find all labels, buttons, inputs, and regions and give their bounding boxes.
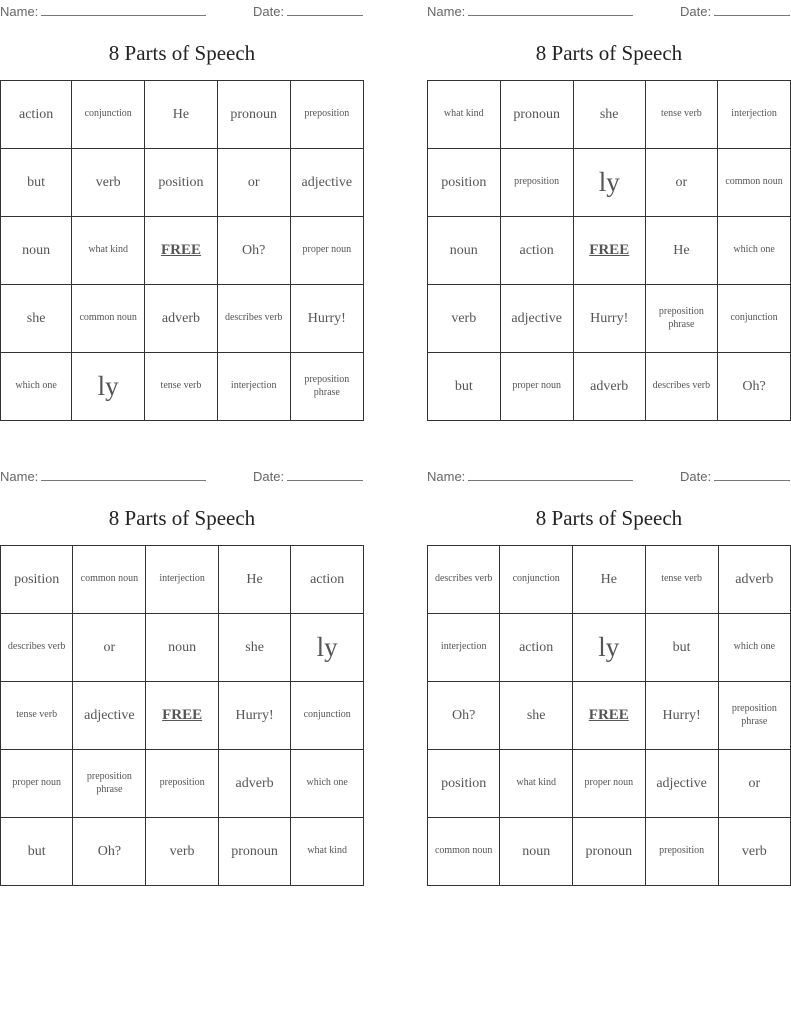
bingo-cell: noun (428, 217, 501, 285)
bingo-cell: common noun (73, 546, 146, 614)
bingo-cell: position (428, 750, 500, 818)
date-label: Date: (253, 4, 285, 19)
name-field (0, 468, 206, 484)
bingo-cell: preposition phrase (73, 750, 146, 818)
bingo-cell: verb (718, 818, 790, 886)
bingo-cell: noun (500, 818, 573, 886)
bingo-cell: but (645, 614, 718, 682)
bingo-card (427, 0, 791, 394)
bingo-cell: action (1, 81, 72, 149)
bingo-cell: He (145, 81, 218, 149)
bingo-cell: she (500, 682, 573, 750)
bingo-cell: He (645, 217, 718, 285)
bingo-cell: adverb (573, 353, 645, 421)
name-blank-line (468, 3, 633, 16)
bingo-cell: verb (72, 149, 145, 217)
grid-row (1, 353, 364, 421)
bingo-cell: but (1, 149, 72, 217)
grid-row (428, 81, 791, 149)
bingo-cell: conjunction (500, 546, 573, 614)
bingo-cell: tense verb (1, 682, 73, 750)
free-space-cell: FREE (573, 217, 645, 285)
bingo-cell: verb (428, 285, 501, 353)
bingo-cell: proper noun (573, 750, 646, 818)
bingo-cell: preposition phrase (718, 682, 790, 750)
bingo-cell: preposition (500, 149, 573, 217)
bingo-cell: describes verb (217, 285, 290, 353)
bingo-cell: common noun (718, 149, 791, 217)
bingo-cell: or (73, 614, 146, 682)
bingo-cell: what kind (428, 81, 501, 149)
free-space-cell: FREE (145, 217, 218, 285)
card-title: 8 Parts of Speech (108, 41, 256, 65)
bingo-cell: noun (1, 217, 72, 285)
grid-row (1, 614, 364, 682)
bingo-cell: which one (718, 614, 790, 682)
bingo-cell: adverb (718, 546, 790, 614)
bingo-cell: preposition (645, 818, 718, 886)
bingo-cell: what kind (500, 750, 573, 818)
card-header (0, 0, 364, 20)
bingo-cell: adjective (500, 285, 573, 353)
bingo-cell: tense verb (645, 546, 718, 614)
grid-row (1, 285, 364, 353)
card-title: 8 Parts of Speech (535, 506, 683, 530)
grid-row (1, 682, 364, 750)
bingo-cell: pronoun (217, 81, 290, 149)
bingo-cell: common noun (428, 818, 500, 886)
bingo-cell: proper noun (290, 217, 363, 285)
name-field (0, 3, 206, 19)
date-label: Date: (680, 469, 712, 484)
bingo-cell: but (1, 818, 73, 886)
bingo-cell: she (1, 285, 72, 353)
bingo-cell: He (218, 546, 291, 614)
bingo-cell: tense verb (145, 353, 218, 421)
bingo-cell: conjunction (718, 285, 791, 353)
date-blank-line (714, 3, 790, 16)
bingo-cell: position (428, 149, 501, 217)
date-label: Date: (680, 4, 712, 19)
grid-row (1, 217, 364, 285)
bingo-cell: conjunction (72, 81, 145, 149)
bingo-cell: Hurry! (290, 285, 363, 353)
bingo-cell: preposition (146, 750, 218, 818)
name-label: Name: (0, 469, 39, 484)
bingo-cell: Oh? (718, 353, 791, 421)
bingo-cell: ly (72, 353, 145, 421)
bingo-cell: she (218, 614, 291, 682)
bingo-cell: which one (1, 353, 72, 421)
bingo-cell: Oh? (73, 818, 146, 886)
bingo-cell: describes verb (428, 546, 500, 614)
bingo-grid (0, 545, 364, 886)
bingo-cell: ly (573, 149, 645, 217)
name-blank-line (468, 468, 633, 481)
date-blank-line (714, 468, 790, 481)
bingo-cell: or (645, 149, 718, 217)
bingo-cell: noun (146, 614, 218, 682)
grid-row (428, 217, 791, 285)
bingo-cell: action (291, 546, 364, 614)
name-field (427, 3, 633, 19)
bingo-cell: ly (573, 614, 646, 682)
card-header (427, 465, 791, 485)
bingo-cell: adjective (645, 750, 718, 818)
bingo-cell: proper noun (1, 750, 73, 818)
bingo-cell: pronoun (500, 81, 573, 149)
grid-row (428, 818, 791, 886)
bingo-cell: interjection (146, 546, 218, 614)
bingo-cell: adverb (145, 285, 218, 353)
bingo-cell: action (500, 217, 573, 285)
bingo-cell: position (145, 149, 218, 217)
bingo-cell: or (217, 149, 290, 217)
bingo-cell: but (428, 353, 501, 421)
date-blank-line (287, 3, 363, 16)
bingo-cell: He (573, 546, 646, 614)
bingo-card (0, 465, 364, 859)
bingo-card (0, 0, 364, 401)
card-title: 8 Parts of Speech (108, 506, 256, 530)
bingo-cell: what kind (291, 818, 364, 886)
date-blank-line (287, 468, 363, 481)
free-space-cell: FREE (573, 682, 646, 750)
date-field (680, 468, 790, 484)
bingo-cell: proper noun (500, 353, 573, 421)
bingo-cell: tense verb (645, 81, 718, 149)
grid-row (428, 353, 791, 421)
name-field (427, 468, 633, 484)
bingo-cell: Hurry! (645, 682, 718, 750)
bingo-grid (427, 80, 791, 421)
bingo-cell: pronoun (573, 818, 646, 886)
date-field (680, 3, 790, 19)
bingo-cell: which one (718, 217, 791, 285)
bingo-cell: describes verb (1, 614, 73, 682)
date-field (253, 3, 363, 19)
bingo-cell: position (1, 546, 73, 614)
bingo-cell: describes verb (645, 353, 718, 421)
bingo-cell: preposition phrase (645, 285, 718, 353)
bingo-card (427, 465, 791, 859)
card-title: 8 Parts of Speech (535, 41, 683, 65)
bingo-cell: Hurry! (573, 285, 645, 353)
grid-row (428, 614, 791, 682)
card-header (427, 0, 791, 20)
bingo-cell: what kind (72, 217, 145, 285)
bingo-cell: Oh? (428, 682, 500, 750)
grid-row (1, 818, 364, 886)
bingo-grid (427, 545, 791, 886)
bingo-cell: common noun (72, 285, 145, 353)
grid-row (428, 750, 791, 818)
bingo-cell: interjection (428, 614, 500, 682)
bingo-cell: action (500, 614, 573, 682)
bingo-cell: ly (291, 614, 364, 682)
card-header (0, 465, 364, 485)
bingo-cell: interjection (217, 353, 290, 421)
bingo-grid (0, 80, 364, 421)
grid-row (428, 546, 791, 614)
grid-row (1, 546, 364, 614)
bingo-cell: adjective (73, 682, 146, 750)
bingo-cell: adjective (290, 149, 363, 217)
grid-row (428, 149, 791, 217)
free-space-cell: FREE (146, 682, 218, 750)
bingo-cell: preposition (290, 81, 363, 149)
name-blank-line (41, 3, 206, 16)
name-label: Name: (0, 4, 39, 19)
bingo-cell: adverb (218, 750, 291, 818)
date-label: Date: (253, 469, 285, 484)
bingo-cell: interjection (718, 81, 791, 149)
bingo-cell: conjunction (291, 682, 364, 750)
name-blank-line (41, 468, 206, 481)
bingo-cell: pronoun (218, 818, 291, 886)
bingo-cell: which one (291, 750, 364, 818)
grid-row (1, 149, 364, 217)
bingo-cell: Oh? (217, 217, 290, 285)
grid-row (1, 81, 364, 149)
bingo-cell: she (573, 81, 645, 149)
bingo-cell: verb (146, 818, 218, 886)
grid-row (1, 750, 364, 818)
bingo-cell: or (718, 750, 790, 818)
name-label: Name: (427, 4, 466, 19)
grid-row (428, 682, 791, 750)
bingo-cell: Hurry! (218, 682, 291, 750)
date-field (253, 468, 363, 484)
bingo-cell: preposition phrase (290, 353, 363, 421)
name-label: Name: (427, 469, 466, 484)
grid-row (428, 285, 791, 353)
